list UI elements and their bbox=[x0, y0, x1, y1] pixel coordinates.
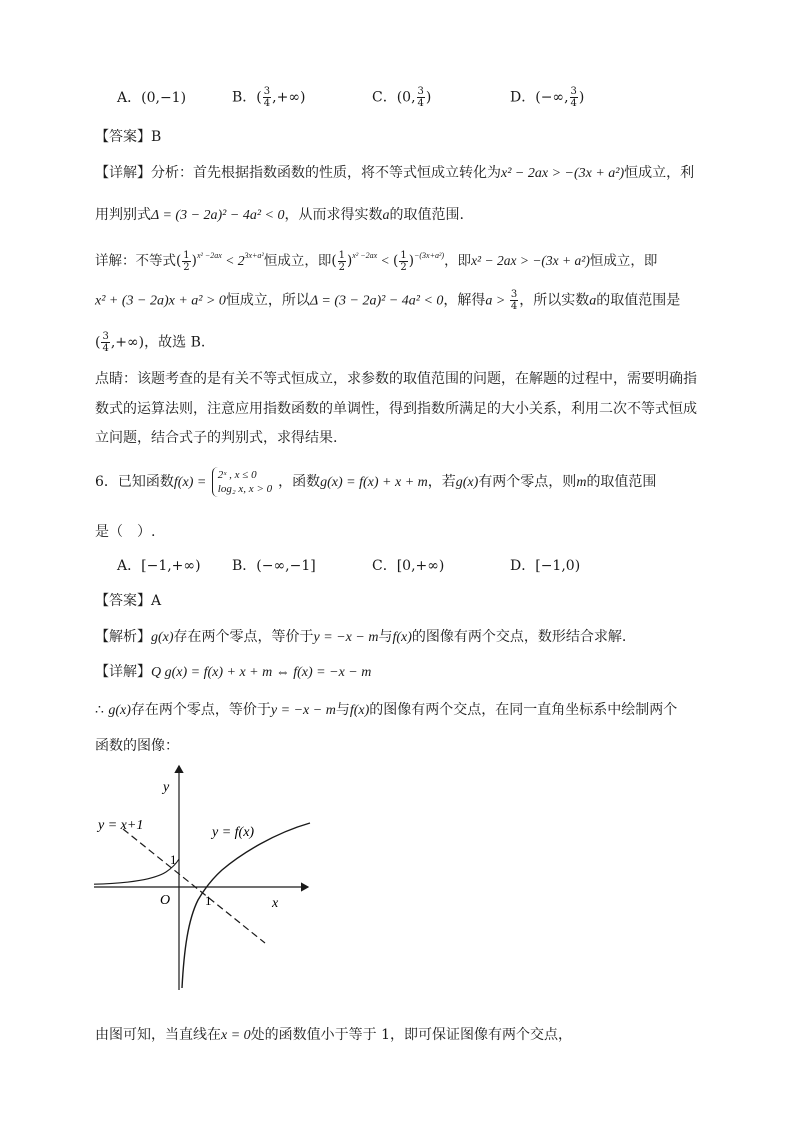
option-label: A． bbox=[117, 90, 142, 106]
text: ，所以实数 bbox=[519, 292, 590, 309]
answer-tag: 【答案】 bbox=[95, 593, 151, 609]
q5-comment-line2: 数式的运算法则，注意应用指数函数的单调性，得到指数所满足的大小关系，利用二次不等式恒成 bbox=[95, 401, 697, 417]
q5-option-b: B．( $\frac{3}{4}$ ,+∞) bbox=[232, 86, 306, 109]
q5-answer bbox=[95, 127, 161, 147]
text: 处的函数值小于等于 1，即可保证图像有两个交点， bbox=[250, 1027, 573, 1043]
option-value: [−1,0) bbox=[535, 558, 581, 574]
piecewise-case: 2ˣ , x ≤ 0 bbox=[217, 469, 257, 481]
math: < 2 bbox=[221, 253, 245, 268]
text: 6．已知函数 bbox=[95, 474, 174, 490]
q6-option-c bbox=[372, 556, 444, 576]
math: f(x) bbox=[392, 630, 412, 645]
text: 与 bbox=[378, 629, 393, 645]
log-curve bbox=[182, 823, 310, 988]
text: 的取值范围是 bbox=[596, 292, 681, 309]
exp-curve bbox=[94, 859, 179, 884]
option-label: B． bbox=[232, 558, 257, 574]
text: 存在两个零点，等价于 bbox=[173, 629, 314, 645]
q5-analysis-line1 bbox=[95, 163, 694, 184]
text: 由图可知，当直线在 bbox=[95, 1027, 221, 1043]
math: g(x) = f(x) + x + m bbox=[320, 475, 428, 490]
option-label: A． bbox=[117, 558, 142, 574]
analysis-tag: 【解析】 bbox=[95, 629, 151, 645]
y-intercept-label: 1 bbox=[170, 852, 177, 867]
answer-value: B bbox=[151, 129, 162, 145]
q6-stem-line2: 是（ ）. bbox=[95, 524, 156, 540]
text: ，从而求得实数 bbox=[284, 207, 383, 223]
fraction: $\frac{3}{4}$ bbox=[510, 289, 518, 312]
option-value: ,+∞) bbox=[272, 89, 306, 106]
text: 恒成立，即 bbox=[263, 253, 332, 269]
conclusion bbox=[95, 1025, 572, 1046]
math: a > bbox=[485, 293, 509, 309]
line-label: y = x+1 bbox=[98, 818, 144, 833]
option-value: (−∞, bbox=[535, 89, 569, 106]
fraction: $\frac{1}{2}$ bbox=[400, 250, 407, 273]
q5-option-c: C．(0, $\frac{3}{4}$ ) bbox=[372, 86, 432, 109]
math: y = −x − m bbox=[270, 703, 336, 718]
text: 的图像有两个交点，数形结合求解. bbox=[411, 629, 627, 645]
q5-comment-line3: 立问题，结合式子的判别式，求得结果. bbox=[95, 430, 338, 446]
option-label: B． bbox=[232, 89, 257, 106]
text: 的图像有两个交点，在同一直角坐标系中绘制两个 bbox=[369, 702, 678, 718]
math: a bbox=[382, 208, 390, 223]
fraction: $\frac{3}{4}$ bbox=[263, 86, 271, 109]
fraction: $\frac{3}{4}$ bbox=[570, 86, 577, 109]
q6-option-b bbox=[232, 556, 316, 576]
curve-label: y = f(x) bbox=[212, 825, 255, 840]
fraction: $\frac{1}{2}$ bbox=[338, 250, 345, 273]
text: 恒成立，所以 bbox=[225, 292, 310, 309]
math: g(x) bbox=[151, 630, 174, 645]
option-label: C． bbox=[372, 558, 397, 574]
therefore-symbol: ∴ bbox=[95, 702, 104, 718]
y-axis-label: y bbox=[163, 780, 170, 795]
answer-tag: 【答案】 bbox=[95, 129, 151, 145]
fraction: $\frac{3}{4}$ bbox=[102, 331, 109, 354]
piecewise-case: log₂ x, x > 0 bbox=[217, 483, 273, 495]
math: x = 0 bbox=[221, 1028, 251, 1043]
q5-detail-line1: 详解：不等式( $\frac{1}{2}$ )$^{x^2 -2ax} < 2^{3x+a^2}$恒成立，即( $\frac{1}{2}$ )$^{x^2 -2ax}$ < ( $\frac{1}{2}$ )$^{-(3x+a^2)}$，即x² − 2ax > −(3x + a²)恒成立，即 bbox=[95, 250, 658, 273]
math: Δ = (3 − 2a)² − 4a² < 0 bbox=[309, 293, 444, 309]
detail-tag: 【详解】 bbox=[95, 664, 151, 680]
text: 存在两个零点，等价于 bbox=[130, 702, 271, 718]
math: Q g(x) = f(x) + x + m ⇔ f(x) = −x − m bbox=[151, 665, 372, 680]
analysis-tag: 【详解】 bbox=[95, 165, 151, 181]
math: f(x) bbox=[349, 703, 370, 718]
math: ( bbox=[95, 334, 101, 351]
q6-option-d bbox=[510, 556, 580, 576]
piecewise-brace bbox=[212, 467, 276, 497]
q6-option-a bbox=[117, 556, 201, 576]
math: a bbox=[589, 293, 597, 309]
q5-option-d: D．(−∞, $\frac{3}{4}$ ) bbox=[510, 86, 585, 109]
option-label: D． bbox=[510, 558, 536, 574]
math: x² − 2ax > −(3x + a²) bbox=[501, 166, 625, 181]
fraction: $\frac{3}{4}$ bbox=[417, 86, 424, 109]
q6-detail-line2 bbox=[95, 700, 677, 721]
text: 详解：不等式 bbox=[95, 253, 176, 269]
x-axis-label: x bbox=[272, 896, 279, 911]
text: 有两个零点，则 bbox=[478, 474, 577, 490]
fraction: $\frac{1}{2}$ bbox=[183, 250, 190, 273]
math: f(x) = bbox=[173, 475, 210, 490]
math: x² − 2ax > −(3x + a²) bbox=[471, 253, 590, 268]
text: ，故选 B. bbox=[144, 334, 206, 351]
option-value: (−∞,−1] bbox=[256, 558, 316, 574]
q5-detail-line2 bbox=[95, 289, 680, 312]
answer-value: A bbox=[151, 593, 162, 609]
q6-detail-line3: 函数的图像： bbox=[95, 738, 179, 754]
q6-detail bbox=[95, 662, 371, 683]
exponent: −(3x+a²) bbox=[413, 251, 445, 260]
q6-answer bbox=[95, 591, 161, 611]
option-value: [−1,+∞) bbox=[141, 558, 201, 574]
q5-comment-line1: 点睛：该题考查的是有关不等式恒成立，求参数的取值范围的问题，在解题的过程中，需要明确指 bbox=[95, 371, 697, 387]
text: ，解得 bbox=[443, 292, 486, 309]
origin-label: O bbox=[160, 893, 171, 908]
option-value: [0,+∞) bbox=[396, 558, 445, 574]
option-value: (0, bbox=[396, 89, 416, 106]
text: 恒成立，即 bbox=[589, 253, 658, 269]
option-label: C． bbox=[372, 89, 397, 106]
math: m bbox=[576, 475, 587, 490]
exponent: x² −2ax bbox=[352, 251, 378, 260]
exponent: x² −2ax bbox=[196, 251, 222, 260]
text: 的取值范围. bbox=[389, 207, 464, 223]
exponent: 3x+a² bbox=[244, 251, 264, 260]
text: ，若 bbox=[427, 474, 456, 490]
text: 恒成立，利 bbox=[624, 165, 695, 181]
dashed-line bbox=[123, 829, 265, 943]
text: 的取值范围 bbox=[586, 474, 657, 490]
text: ，函数 bbox=[278, 474, 321, 490]
math: g(x) bbox=[108, 703, 131, 718]
option-label: D． bbox=[510, 89, 536, 106]
math: Δ = (3 − 2a)² − 4a² < 0 bbox=[151, 208, 285, 223]
q6-analysis bbox=[95, 627, 626, 648]
text: 用判别式 bbox=[95, 207, 151, 223]
text: 分析：首先根据指数函数的性质，将不等式恒成立转化为 bbox=[151, 165, 501, 181]
q6-stem-line1 bbox=[95, 467, 656, 497]
x-intercept-label: 1 bbox=[205, 893, 212, 908]
q5-analysis-line2 bbox=[95, 205, 464, 226]
q5-option-a bbox=[117, 88, 186, 108]
function-graph bbox=[90, 760, 330, 992]
q5-detail-line3 bbox=[95, 331, 205, 354]
text: ，即 bbox=[444, 253, 472, 269]
math: g(x) bbox=[455, 475, 479, 490]
math: ,+∞) bbox=[110, 334, 145, 351]
math: < bbox=[377, 253, 394, 268]
option-value: (0,−1) bbox=[141, 90, 187, 106]
math: x² + (3 − 2a)x + a² > 0 bbox=[95, 293, 226, 309]
math: y = −x − m bbox=[313, 630, 379, 645]
text: 与 bbox=[335, 702, 350, 718]
